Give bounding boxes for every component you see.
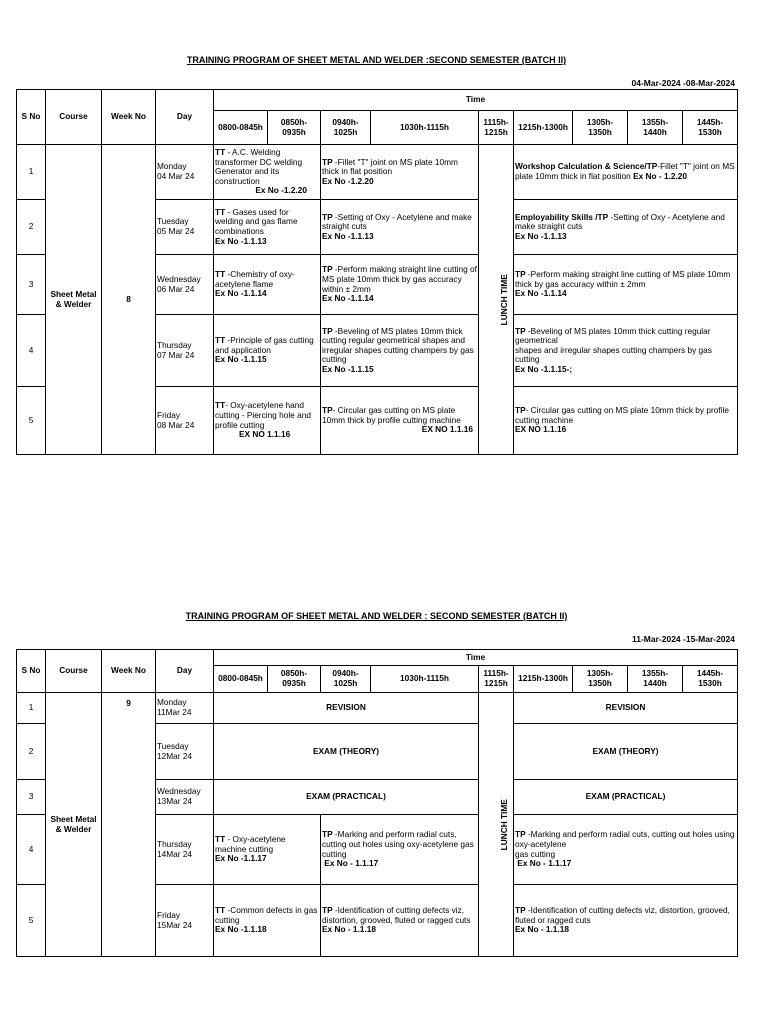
day-cell: Tuesday 12Mar 24 [156,724,214,780]
theory-cell: TT- Oxy-acetylene hand cutting - Piercing hole and profile cutting EX NO 1.1.16 [214,387,321,455]
time-slot: 0850h- 0935h [268,666,321,693]
afternoon-merged-cell: EXAM (THEORY) [514,724,738,780]
schedule-table [16,89,738,455]
sno-cell: 5 [17,387,46,455]
afternoon-cell: TP -Identification of cutting defects viz, distortion, grooved, fluted or ragged cuts Ex No - 1.1.18 [514,885,738,957]
time-slot: 0940h- 1025h [321,111,371,145]
table-row [17,145,738,200]
time-slot: 1355h- 1440h [628,111,683,145]
time-slot: 1445h- 1530h [683,111,738,145]
week-cell: 8 [102,145,156,455]
lunch-time-cell: LUNCH TIME [479,693,514,957]
time-slot: 0850h- 0935h [268,111,321,145]
sno-cell: 4 [17,315,46,387]
course-cell: Sheet Metal & Welder [46,693,102,957]
time-slot: 0940h- 1025h [321,666,371,693]
time-slot: 1215h-1300h [514,666,573,693]
morning-merged-cell: EXAM (PRACTICAL) [214,780,479,815]
theory-cell: TT -Chemistry of oxy-acetylene flame Ex No -1.1.14 [214,255,321,315]
practical-cell: TP -Fillet "T" joint on MS plate 10mm thick in flat position Ex No -1.2.20 [321,145,479,200]
header-time: Time [214,650,738,666]
afternoon-merged-cell: REVISION [514,693,738,724]
afternoon-cell: Employability Skills /TP -Setting of Oxy - Acetylene and make straight cuts Ex No -1.1.13 [514,200,738,255]
date-range: 11-Mar-2024 -15-Mar-2024 [631,634,735,644]
course-cell: Sheet Metal & Welder [46,145,102,455]
day-cell: Wednesday 13Mar 24 [156,780,214,815]
practical-cell: TP- Circular gas cutting on MS plate 10mm thick by profile cutting machine EX NO 1.1.16 [321,387,479,455]
header-sno: S No [17,90,46,145]
practical-cell: TP -Beveling of MS plates 10mm thick cutting regular geometrical shapes and irregular shapes cutting champers by gas cutting Ex No -1.1.15 [321,315,479,387]
time-slot: 1115h- 1215h [479,111,514,145]
time-slot: 0800-0845h [214,666,268,693]
sno-cell: 2 [17,200,46,255]
afternoon-merged-cell: EXAM (PRACTICAL) [514,780,738,815]
theory-cell: TT - Gases used for welding and gas flame combinations Ex No -1.1.13 [214,200,321,255]
day-cell: Friday 15Mar 24 [156,885,214,957]
practical-cell: TP -Perform making straight line cutting of MS plate 10mm thick by gas accuracy within ± 2mm Ex No -1.1.14 [321,255,479,315]
header-week: Week No [102,90,156,145]
practical-cell: TP -Setting of Oxy - Acetylene and make straight cuts Ex No -1.1.13 [321,200,479,255]
time-slot: 1030h-1115h [371,666,479,693]
sno-cell: 5 [17,885,46,957]
header-week: Week No [102,650,156,693]
sno-cell: 1 [17,693,46,724]
sno-cell: 3 [17,255,46,315]
header-day: Day [156,650,214,693]
time-slot: 1215h-1300h [514,111,573,145]
day-cell: Thursday 07 Mar 24 [156,315,214,387]
afternoon-cell: TP -Marking and perform radial cuts, cutting out holes using oxy-acetylene gas cutting Ex No - 1.1.17 [514,815,738,885]
sno-cell: 4 [17,815,46,885]
table-row [17,693,738,724]
date-range: 04-Mar-2024 -08-Mar-2024 [631,78,735,88]
morning-merged-cell: REVISION [214,693,479,724]
practical-cell: TP -Identification of cutting defects viz, distortion, grooved, fluted or ragged cuts Ex No - 1.1.18 [321,885,479,957]
header-sno: S No [17,650,46,693]
sno-cell: 3 [17,780,46,815]
afternoon-cell: TP -Perform making straight line cutting of MS plate 10mm thick by gas accuracy within ± 2mm Ex No -1.1.14 [514,255,738,315]
header-course: Course [46,90,102,145]
day-cell: Thursday 14Mar 24 [156,815,214,885]
day-cell: Tuesday 05 Mar 24 [156,200,214,255]
schedule-title: TRAINING PROGRAM OF SHEET METAL AND WELDER : SECOND SEMESTER (BATCH II) [185,611,568,621]
time-slot: 1355h- 1440h [628,666,683,693]
practical-cell: TP -Marking and perform radial cuts, cutting out holes using oxy-acetylene gas cutting Ex No - 1.1.17 [321,815,479,885]
header-time: Time [214,90,738,111]
time-slot: 1115h- 1215h [479,666,514,693]
lunch-time-cell: LUNCH TIME [479,145,514,455]
theory-cell: TT - A.C. Welding transformer DC welding Generator and its construction Ex No -1.2.20 [214,145,321,200]
time-slot: 1305h- 1350h [573,666,628,693]
header-course: Course [46,650,102,693]
time-slot: 1305h- 1350h [573,111,628,145]
afternoon-cell: TP -Beveling of MS plates 10mm thick cutting regular geometrical shapes and irregular shapes cutting champers by gas cutting Ex No -1.1.15-; [514,315,738,387]
week-cell: 9 [102,693,156,957]
sno-cell: 2 [17,724,46,780]
day-cell: Monday 11Mar 24 [156,693,214,724]
morning-merged-cell: EXAM (THEORY) [214,724,479,780]
header-day: Day [156,90,214,145]
time-slot: 1030h-1115h [371,111,479,145]
day-cell: Friday 08 Mar 24 [156,387,214,455]
day-cell: Monday 04 Mar 24 [156,145,214,200]
schedule-title: TRAINING PROGRAM OF SHEET METAL AND WELDER :SECOND SEMESTER (BATCH II) [186,55,567,65]
schedule-table [16,649,738,957]
theory-cell: TT -Common defects in gas cutting Ex No -1.1.18 [214,885,321,957]
afternoon-cell: TP- Circular gas cutting on MS plate 10mm thick by profile cutting machine EX NO 1.1.16 [514,387,738,455]
time-slot: 1445h- 1530h [683,666,738,693]
sno-cell: 1 [17,145,46,200]
theory-cell: TT - Oxy-acetylene machine cutting Ex No -1.1.17 [214,815,321,885]
day-cell: Wednesday 06 Mar 24 [156,255,214,315]
afternoon-cell: Workshop Calculation & Science/TP-Fillet "T" joint on MS plate 10mm thick in flat position Ex No - 1.2.20 [514,145,738,200]
time-slot: 0800-0845h [214,111,268,145]
theory-cell: TT -Principle of gas cutting and application Ex No -1.1.15 [214,315,321,387]
